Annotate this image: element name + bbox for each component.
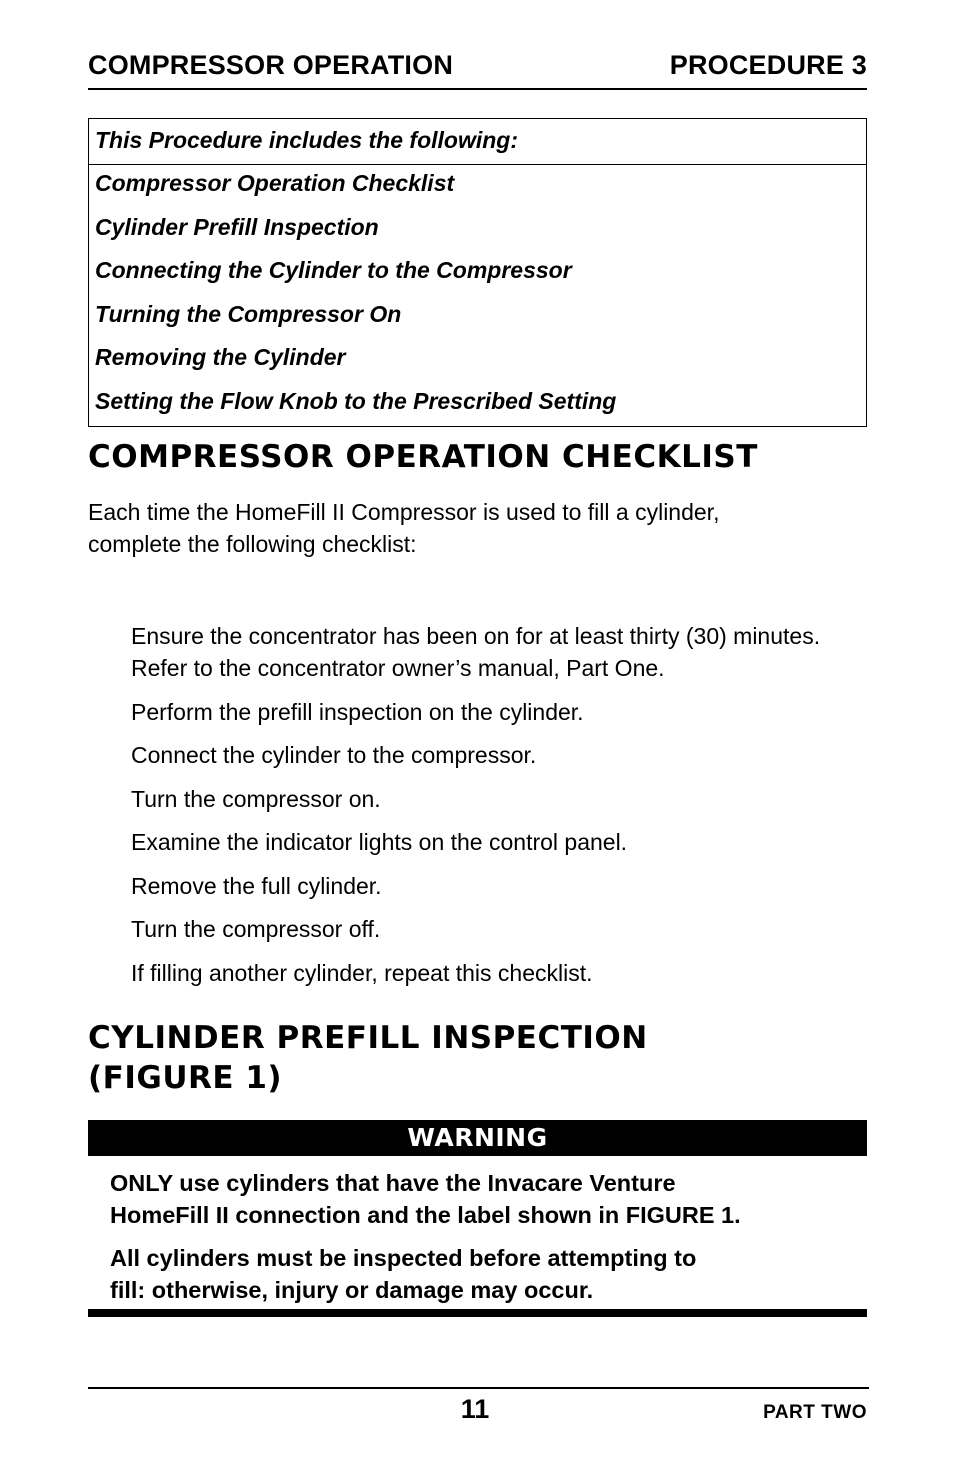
section-heading-prefill bbox=[88, 1018, 648, 1098]
header-procedure: PROCEDURE 3 bbox=[669, 50, 867, 80]
contents-item: Connecting the Cylinder to the Compressor bbox=[95, 257, 572, 283]
contents-item: Removing the Cylinder bbox=[95, 344, 346, 370]
checklist-item: Turn the compressor off. bbox=[131, 916, 381, 942]
header-title: COMPRESSOR OPERATION bbox=[88, 50, 454, 80]
contents-item: Setting the Flow Knob to the Prescribed Setting bbox=[95, 387, 617, 414]
warning-banner: WARNING bbox=[88, 1120, 867, 1156]
operation-checklist bbox=[131, 620, 851, 1000]
checklist-item: If filling another cylinder, repeat this checklist. bbox=[131, 959, 593, 986]
warning-line: fill: otherwise, injury or damage may occur. bbox=[110, 1277, 594, 1303]
checklist-item: Ensure the concentrator has been on for at least thirty (30) minutes. Refer to the concentrator owner’s manual, Part One. bbox=[131, 623, 821, 681]
warning-line: ONLY use cylinders that have the Invacare Venture bbox=[110, 1170, 676, 1196]
checklist-item: Examine the indicator lights on the control panel. bbox=[131, 829, 628, 855]
intro-line: complete the following checklist: bbox=[88, 531, 417, 557]
running-header bbox=[88, 46, 867, 90]
footer-rule bbox=[88, 1387, 869, 1389]
checklist-item: Connect the cylinder to the compressor. bbox=[131, 742, 537, 768]
warning-paragraph bbox=[110, 1242, 850, 1306]
part-label: PART TWO bbox=[763, 1402, 867, 1423]
contents-heading: This Procedure includes the following: bbox=[89, 119, 866, 165]
intro-line: Each time the HomeFill II Compressor is used to fill a cylinder, bbox=[88, 499, 720, 525]
warning-line: All cylinders must be inspected before attempting to bbox=[110, 1245, 697, 1271]
page-number: 11 bbox=[460, 1394, 490, 1424]
section-heading-line: (FIGURE 1) bbox=[88, 1060, 283, 1096]
warning-end-rule bbox=[88, 1309, 867, 1317]
section-heading-line: CYLINDER PREFILL INSPECTION bbox=[88, 1020, 648, 1056]
checklist-item: Perform the prefill inspection on the cylinder. bbox=[131, 698, 584, 725]
warning-line: HomeFill II connection and the label shown in FIGURE 1. bbox=[110, 1202, 741, 1228]
checklist-item: Turn the compressor on. bbox=[131, 785, 381, 812]
section-heading-checklist: COMPRESSOR OPERATION CHECKLIST bbox=[88, 439, 758, 475]
intro-paragraph bbox=[88, 496, 848, 560]
contents-item: Compressor Operation Checklist bbox=[95, 170, 455, 196]
procedure-contents-box bbox=[88, 118, 867, 427]
checklist-item: Remove the full cylinder. bbox=[131, 872, 382, 899]
warning-paragraph bbox=[110, 1167, 850, 1231]
contents-item: Cylinder Prefill Inspection bbox=[95, 213, 379, 240]
contents-item: Turning the Compressor On bbox=[95, 300, 402, 327]
